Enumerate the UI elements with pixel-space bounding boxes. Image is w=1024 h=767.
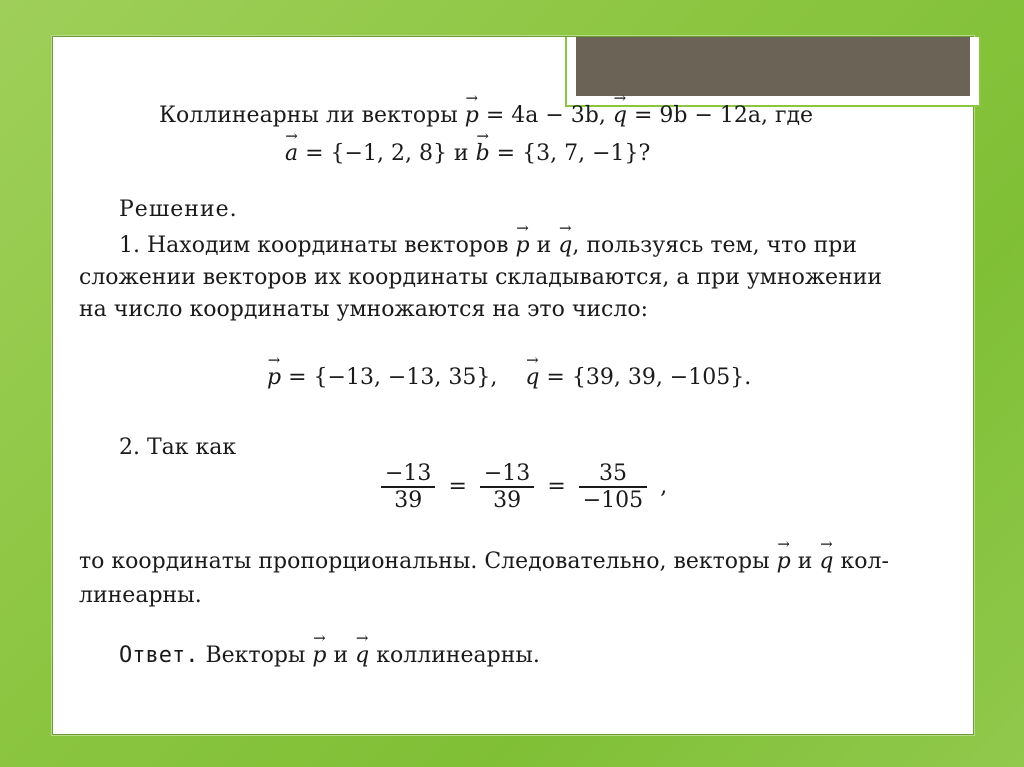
fraction-equation [375, 461, 667, 513]
step2-line: 2. Так как [119, 435, 237, 460]
answer-text: Векторы [198, 643, 313, 668]
conclusion-text: то координаты пропорциональны. Следовательно, векторы [79, 549, 777, 574]
and-text: и [326, 643, 356, 668]
problem-line-1 [159, 103, 813, 128]
answer-label: Ответ. [119, 643, 199, 668]
step1-line-3: на число координаты умножаются на это число: [79, 297, 649, 322]
coords-line [267, 365, 751, 390]
fraction-3-denominator: −105 [579, 486, 647, 513]
vector-p: → p [465, 103, 479, 128]
and-text: и [529, 233, 559, 258]
comma: , [660, 474, 668, 499]
answer-end-text: коллинеарны. [369, 643, 540, 668]
and-text: и [790, 549, 820, 574]
fraction-2-numerator: −13 [483, 461, 531, 486]
fraction-2 [480, 461, 534, 513]
vector-q: → q [355, 643, 369, 668]
step1-line-2: сложении векторов их координаты складываются, а при умножении [79, 265, 883, 290]
p-coordinates: = {−13, −13, 35}, [281, 365, 498, 390]
b-definition: = {3, 7, −1}? [489, 141, 651, 166]
fraction-1-denominator: 39 [381, 486, 435, 513]
vector-b: → b [476, 141, 490, 166]
q-coordinates: = {39, 39, −105}. [539, 365, 752, 390]
problem-text: Коллинеарны ли векторы [159, 103, 465, 128]
fraction-1 [381, 461, 435, 513]
slide-content [53, 37, 973, 734]
fraction-2-denominator: 39 [480, 486, 534, 513]
fraction-3-numerator: 35 [598, 461, 627, 486]
vector-p: → p [516, 233, 530, 258]
conclusion-line-2: линеарны. [79, 583, 202, 608]
step1-text: 1. Находим координаты векторов [119, 233, 516, 258]
problem-line-2 [285, 141, 650, 166]
conclusion-end-text: кол- [833, 549, 889, 574]
vector-q: → q [558, 233, 572, 258]
vector-p: → p [267, 365, 281, 390]
a-definition: = {−1, 2, 8} и [298, 141, 476, 166]
p-definition: = 4a − 3b, [478, 103, 613, 128]
answer-line [119, 643, 540, 668]
solution-heading: Решение. [119, 197, 238, 222]
step1-end-text: , пользуясь тем, что при [572, 233, 857, 258]
step1-line-1 [119, 233, 857, 258]
slide-canvas [52, 36, 974, 735]
vector-q: → q [525, 365, 539, 390]
equals-sign: = [448, 474, 467, 499]
vector-p: → p [312, 643, 326, 668]
vector-q: → q [613, 103, 627, 128]
vector-q: → q [819, 549, 833, 574]
conclusion-line-1 [79, 549, 889, 574]
q-definition: = 9b − 12a, где [626, 103, 814, 128]
equals-sign: = [547, 474, 566, 499]
fraction-3 [579, 461, 647, 513]
fraction-1-numerator: −13 [385, 461, 432, 486]
vector-p: → p [777, 549, 791, 574]
vector-a: → a [285, 141, 298, 166]
